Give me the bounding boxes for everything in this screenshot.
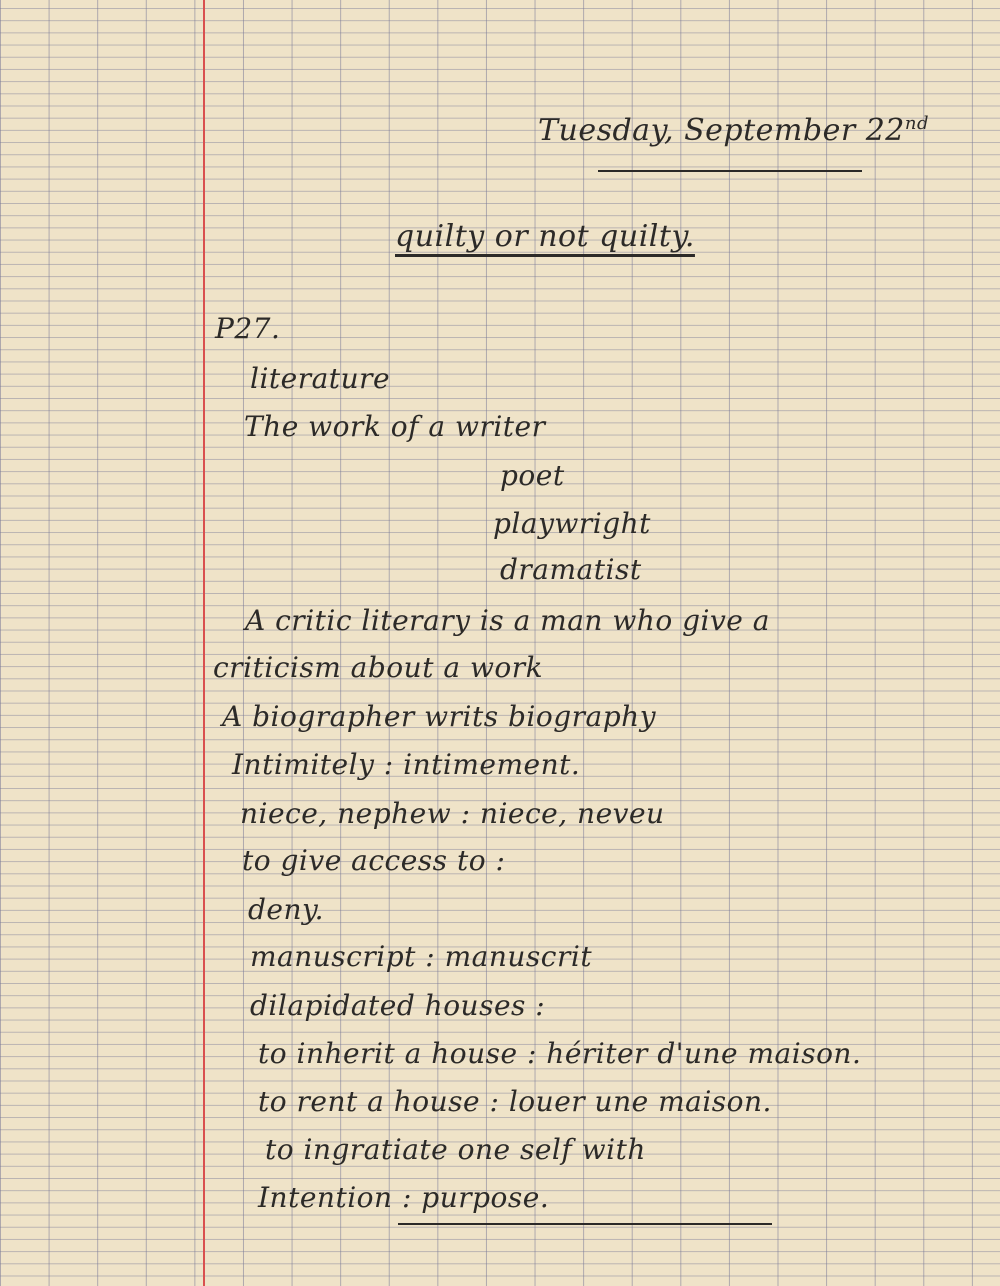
page-reference: P27. xyxy=(215,312,281,345)
date-suffix: nd xyxy=(904,113,930,134)
note-line: to ingratiate one self with xyxy=(265,1133,646,1166)
note-line: criticism about a work xyxy=(213,651,544,684)
note-line: The work of a writer xyxy=(244,410,546,443)
note-line: A biographer writs biography xyxy=(222,700,657,733)
note-line: Intention : purpose. xyxy=(258,1181,550,1214)
red-margin-line xyxy=(203,0,205,1286)
page-title: quilty or not quilty. xyxy=(395,219,695,254)
note-line: literature xyxy=(250,362,391,395)
note-line: poet xyxy=(500,459,565,492)
handwritten-date xyxy=(538,113,929,148)
note-line: to give access to : xyxy=(242,844,506,877)
note-line: manuscript : manuscrit xyxy=(250,940,593,973)
note-line: dramatist xyxy=(500,553,642,586)
note-line: niece, nephew : niece, neveu xyxy=(240,797,665,830)
note-line: Intimitely : intimement. xyxy=(232,748,581,781)
note-line: deny. xyxy=(248,893,325,926)
date-text: Tuesday, September 22 xyxy=(538,113,905,148)
closing-underline xyxy=(398,1223,772,1225)
note-line: A critic literary is a man who give a xyxy=(245,604,770,637)
note-line: to inherit a house : hériter d'une maison. xyxy=(258,1037,862,1070)
note-line: to rent a house : louer une maison. xyxy=(258,1085,772,1118)
note-line: playwright xyxy=(493,507,651,540)
date-underline xyxy=(598,170,862,172)
note-line: dilapidated houses : xyxy=(250,989,546,1022)
